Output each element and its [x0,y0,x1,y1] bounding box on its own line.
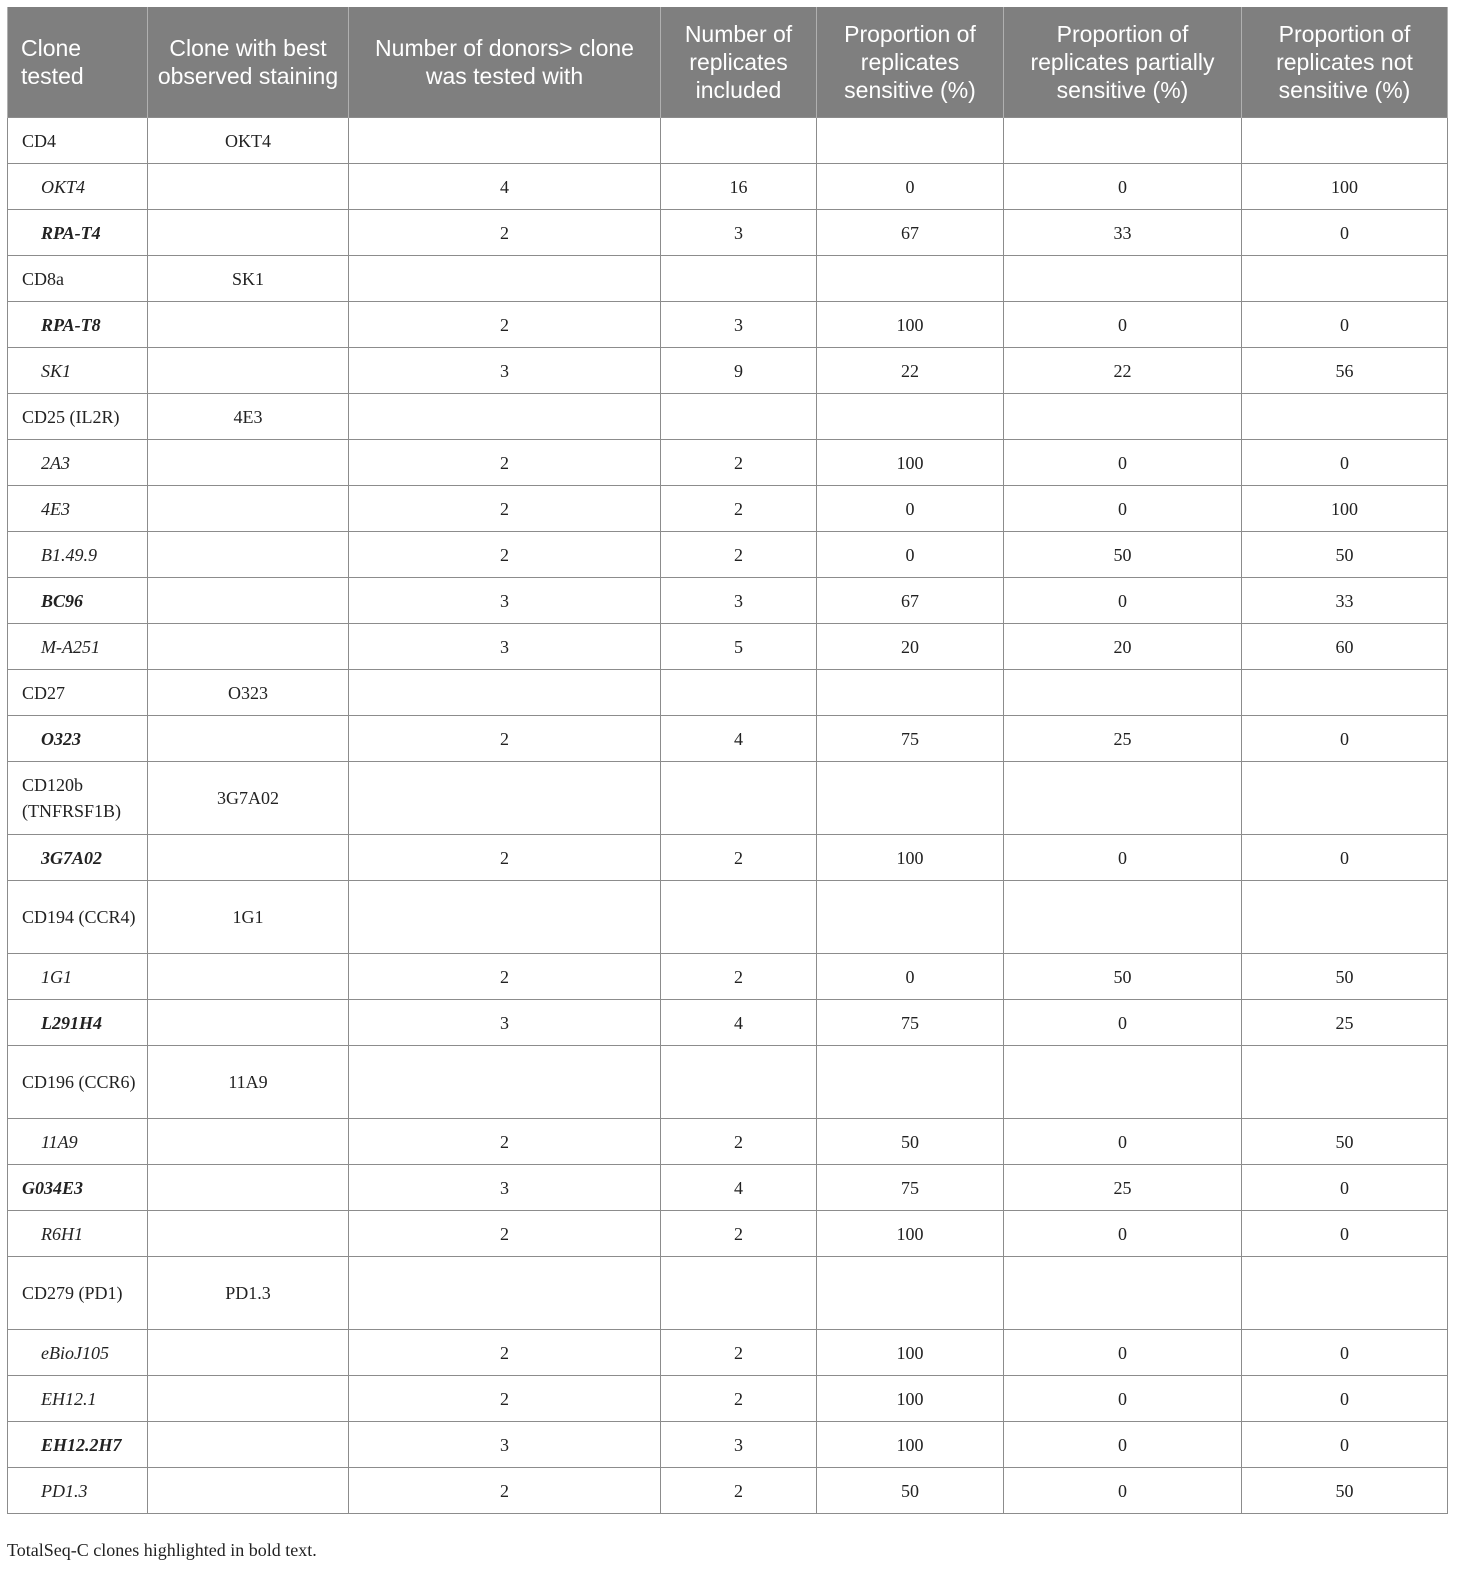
not-sensitive-cell: 25 [1242,1000,1448,1046]
replicates-cell: 2 [661,1211,817,1257]
replicates-cell: 3 [661,302,817,348]
marker-group-row [8,1257,1448,1330]
sensitive-cell: 100 [817,302,1004,348]
empty-cell [349,762,661,835]
clone-row [8,835,1448,881]
empty-cell [148,1211,349,1257]
sensitive-cell: 50 [817,1119,1004,1165]
donors-cell: 3 [349,1165,661,1211]
clone-name: 3G7A02 [8,835,148,881]
empty-cell [1004,762,1242,835]
sensitive-cell: 75 [817,1000,1004,1046]
clone-name: eBioJ105 [8,1330,148,1376]
partial-cell: 0 [1004,164,1242,210]
clone-name: OKT4 [8,164,148,210]
clone-row [8,1119,1448,1165]
partial-cell: 22 [1004,348,1242,394]
partial-cell: 20 [1004,624,1242,670]
sensitive-cell: 100 [817,1330,1004,1376]
empty-cell [148,302,349,348]
best-clone: 1G1 [148,881,349,954]
empty-cell [349,394,661,440]
empty-cell [148,1330,349,1376]
best-clone: OKT4 [148,118,349,164]
empty-cell [817,1257,1004,1330]
empty-cell [1242,1257,1448,1330]
donors-cell: 2 [349,954,661,1000]
donors-cell: 2 [349,716,661,762]
empty-cell [1242,670,1448,716]
not-sensitive-cell: 50 [1242,954,1448,1000]
donors-cell: 2 [349,835,661,881]
empty-cell [661,394,817,440]
empty-cell [661,256,817,302]
empty-cell [148,1468,349,1514]
clone-row [8,532,1448,578]
empty-cell [1242,881,1448,954]
marker-group-row [8,1046,1448,1119]
donors-cell: 2 [349,210,661,256]
replicates-cell: 2 [661,486,817,532]
empty-cell [661,762,817,835]
marker-group-row [8,394,1448,440]
clone-name: EH12.2H7 [8,1422,148,1468]
marker-group-row [8,762,1448,835]
empty-cell [148,578,349,624]
header-partially-sensitive: Proportion of replicates partially sensitive (%) [1004,7,1242,118]
empty-cell [1242,256,1448,302]
clone-name: BC96 [8,578,148,624]
donors-cell: 2 [349,302,661,348]
sensitive-cell: 100 [817,835,1004,881]
empty-cell [148,716,349,762]
clone-row [8,1422,1448,1468]
clone-name: 1G1 [8,954,148,1000]
clone-row [8,164,1448,210]
empty-cell [148,835,349,881]
results-table-container [7,7,1447,1514]
donors-cell: 3 [349,578,661,624]
replicates-cell: 5 [661,624,817,670]
empty-cell [148,348,349,394]
empty-cell [148,1165,349,1211]
empty-cell [349,881,661,954]
empty-cell [1004,670,1242,716]
not-sensitive-cell: 50 [1242,1468,1448,1514]
marker-name: CD196 (CCR6) [8,1046,148,1119]
empty-cell [148,954,349,1000]
empty-cell [148,440,349,486]
clone-row [8,1165,1448,1211]
partial-cell: 0 [1004,1468,1242,1514]
donors-cell: 3 [349,624,661,670]
best-clone: 11A9 [148,1046,349,1119]
clone-row [8,440,1448,486]
header-donors: Number of donors> clone was tested with [349,7,661,118]
best-clone: SK1 [148,256,349,302]
not-sensitive-cell: 0 [1242,1211,1448,1257]
header-replicates: Number of replicates included [661,7,817,118]
clone-row [8,1211,1448,1257]
replicates-cell: 2 [661,440,817,486]
empty-cell [349,256,661,302]
partial-cell: 0 [1004,302,1242,348]
donors-cell: 3 [349,1422,661,1468]
partial-cell: 0 [1004,1000,1242,1046]
empty-cell [661,670,817,716]
partial-cell: 0 [1004,1119,1242,1165]
empty-cell [148,1119,349,1165]
sensitive-cell: 0 [817,164,1004,210]
not-sensitive-cell: 0 [1242,1422,1448,1468]
empty-cell [148,1422,349,1468]
sensitive-cell: 0 [817,486,1004,532]
clone-row [8,210,1448,256]
clone-name: SK1 [8,348,148,394]
donors-cell: 2 [349,532,661,578]
sensitive-cell: 100 [817,440,1004,486]
marker-name: CD25 (IL2R) [8,394,148,440]
empty-cell [349,1046,661,1119]
results-table [7,7,1448,1514]
sensitive-cell: 67 [817,578,1004,624]
empty-cell [148,532,349,578]
clone-row [8,954,1448,1000]
replicates-cell: 3 [661,578,817,624]
donors-cell: 3 [349,348,661,394]
empty-cell [148,624,349,670]
best-clone: O323 [148,670,349,716]
empty-cell [817,881,1004,954]
empty-cell [1242,1046,1448,1119]
marker-name: CD8a [8,256,148,302]
empty-cell [817,762,1004,835]
donors-cell: 2 [349,1468,661,1514]
empty-cell [1242,394,1448,440]
sensitive-cell: 75 [817,716,1004,762]
empty-cell [661,1046,817,1119]
sensitive-cell: 100 [817,1376,1004,1422]
not-sensitive-cell: 0 [1242,835,1448,881]
replicates-cell: 4 [661,1165,817,1211]
clone-name: M-A251 [8,624,148,670]
partial-cell: 0 [1004,578,1242,624]
partial-cell: 0 [1004,1211,1242,1257]
not-sensitive-cell: 0 [1242,716,1448,762]
empty-cell [349,118,661,164]
replicates-cell: 2 [661,1376,817,1422]
empty-cell [661,881,817,954]
empty-cell [349,1257,661,1330]
clone-name: B1.49.9 [8,532,148,578]
replicates-cell: 2 [661,954,817,1000]
header-clone-tested: Clone tested [8,7,148,118]
sensitive-cell: 67 [817,210,1004,256]
donors-cell: 2 [349,440,661,486]
clone-name: RPA-T4 [8,210,148,256]
clone-name: 2A3 [8,440,148,486]
empty-cell [1004,394,1242,440]
clone-name: L291H4 [8,1000,148,1046]
clone-name: RPA-T8 [8,302,148,348]
sensitive-cell: 0 [817,532,1004,578]
best-clone: 4E3 [148,394,349,440]
partial-cell: 0 [1004,1376,1242,1422]
empty-cell [148,210,349,256]
clone-row [8,302,1448,348]
clone-row [8,348,1448,394]
not-sensitive-cell: 0 [1242,1330,1448,1376]
replicates-cell: 16 [661,164,817,210]
header-not-sensitive: Proportion of replicates not sensitive (%) [1242,7,1448,118]
empty-cell [1004,1257,1242,1330]
empty-cell [148,164,349,210]
empty-cell [1242,118,1448,164]
clone-row [8,1330,1448,1376]
empty-cell [1004,256,1242,302]
replicates-cell: 3 [661,210,817,256]
partial-cell: 50 [1004,954,1242,1000]
not-sensitive-cell: 60 [1242,624,1448,670]
donors-cell: 2 [349,1376,661,1422]
not-sensitive-cell: 0 [1242,440,1448,486]
empty-cell [817,256,1004,302]
empty-cell [148,1376,349,1422]
clone-name: G034E3 [8,1165,148,1211]
empty-cell [1004,881,1242,954]
donors-cell: 2 [349,1330,661,1376]
donors-cell: 4 [349,164,661,210]
replicates-cell: 9 [661,348,817,394]
marker-group-row [8,256,1448,302]
clone-name: PD1.3 [8,1468,148,1514]
sensitive-cell: 50 [817,1468,1004,1514]
sensitive-cell: 0 [817,954,1004,1000]
clone-row [8,578,1448,624]
donors-cell: 2 [349,1211,661,1257]
table-body [8,118,1448,1514]
empty-cell [661,118,817,164]
partial-cell: 0 [1004,1422,1242,1468]
marker-group-row [8,670,1448,716]
footnote: TotalSeq-C clones highlighted in bold text. [7,1540,317,1560]
empty-cell [817,1046,1004,1119]
empty-cell [661,1257,817,1330]
not-sensitive-cell: 100 [1242,486,1448,532]
empty-cell [349,670,661,716]
empty-cell [148,1000,349,1046]
not-sensitive-cell: 50 [1242,1119,1448,1165]
empty-cell [1004,1046,1242,1119]
partial-cell: 0 [1004,835,1242,881]
replicates-cell: 2 [661,835,817,881]
empty-cell [817,394,1004,440]
header-best-staining: Clone with best observed staining [148,7,349,118]
replicates-cell: 2 [661,1468,817,1514]
clone-row [8,1376,1448,1422]
empty-cell [817,118,1004,164]
clone-name: 4E3 [8,486,148,532]
marker-name: CD279 (PD1) [8,1257,148,1330]
partial-cell: 25 [1004,716,1242,762]
partial-cell: 50 [1004,532,1242,578]
marker-name: CD4 [8,118,148,164]
replicates-cell: 2 [661,1330,817,1376]
not-sensitive-cell: 0 [1242,302,1448,348]
header-row [8,7,1448,118]
not-sensitive-cell: 33 [1242,578,1448,624]
replicates-cell: 3 [661,1422,817,1468]
marker-name: CD194 (CCR4) [8,881,148,954]
not-sensitive-cell: 56 [1242,348,1448,394]
empty-cell [1242,762,1448,835]
clone-name: 11A9 [8,1119,148,1165]
clone-row [8,1000,1448,1046]
replicates-cell: 4 [661,1000,817,1046]
replicates-cell: 2 [661,532,817,578]
clone-name: R6H1 [8,1211,148,1257]
marker-name: CD120b (TNFRSF1B) [8,762,148,835]
replicates-cell: 4 [661,716,817,762]
clone-row [8,716,1448,762]
header-sensitive: Proportion of replicates sensitive (%) [817,7,1004,118]
clone-row [8,1468,1448,1514]
donors-cell: 2 [349,1119,661,1165]
partial-cell: 0 [1004,440,1242,486]
partial-cell: 33 [1004,210,1242,256]
not-sensitive-cell: 0 [1242,1376,1448,1422]
partial-cell: 25 [1004,1165,1242,1211]
marker-name: CD27 [8,670,148,716]
sensitive-cell: 75 [817,1165,1004,1211]
marker-group-row [8,118,1448,164]
marker-group-row [8,881,1448,954]
not-sensitive-cell: 100 [1242,164,1448,210]
clone-name: O323 [8,716,148,762]
best-clone: 3G7A02 [148,762,349,835]
not-sensitive-cell: 50 [1242,532,1448,578]
sensitive-cell: 22 [817,348,1004,394]
sensitive-cell: 100 [817,1211,1004,1257]
clone-name: EH12.1 [8,1376,148,1422]
sensitive-cell: 20 [817,624,1004,670]
clone-row [8,624,1448,670]
empty-cell [148,486,349,532]
sensitive-cell: 100 [817,1422,1004,1468]
empty-cell [1004,118,1242,164]
not-sensitive-cell: 0 [1242,210,1448,256]
not-sensitive-cell: 0 [1242,1165,1448,1211]
empty-cell [817,670,1004,716]
partial-cell: 0 [1004,1330,1242,1376]
clone-row [8,486,1448,532]
replicates-cell: 2 [661,1119,817,1165]
best-clone: PD1.3 [148,1257,349,1330]
donors-cell: 2 [349,486,661,532]
donors-cell: 3 [349,1000,661,1046]
partial-cell: 0 [1004,486,1242,532]
